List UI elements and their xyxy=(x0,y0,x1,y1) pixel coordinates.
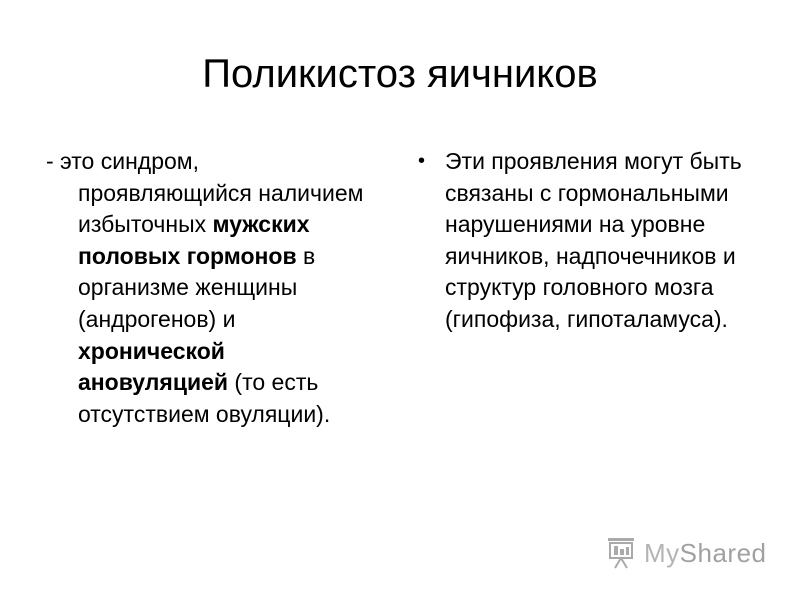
slide-title: Поликистоз яичников xyxy=(202,52,598,96)
definition-text-2: в организме женщины (андрогенов) и xyxy=(78,242,316,332)
definition-bold-anovulation: хронической ановуляцией xyxy=(78,337,229,396)
definition-column xyxy=(46,146,376,430)
causes-column xyxy=(418,146,758,336)
causes-text: Эти проявления могут быть связаны с гормональными нарушениями на уровне яичников, надпочечников и структур головного мозга (гипофиза, гипоталамуса). xyxy=(445,148,742,332)
watermark-text-part2: Shared xyxy=(679,537,767,568)
watermark-text xyxy=(644,538,767,569)
definition-text-3: (то есть отсутствием овуляции). xyxy=(78,369,331,427)
bullet-dot-icon: • xyxy=(418,150,426,172)
definition-paragraph xyxy=(46,146,376,430)
definition-text-1: - это синдром, проявляющийся наличием избыточных xyxy=(46,148,364,238)
watermark-text-part1: My xyxy=(644,537,680,568)
watermark-logo xyxy=(604,536,767,570)
definition-bold-male-hormones: мужских половых гормонов xyxy=(78,211,310,269)
causes-bullet-item xyxy=(418,146,758,336)
presentation-screen-icon xyxy=(604,536,638,570)
